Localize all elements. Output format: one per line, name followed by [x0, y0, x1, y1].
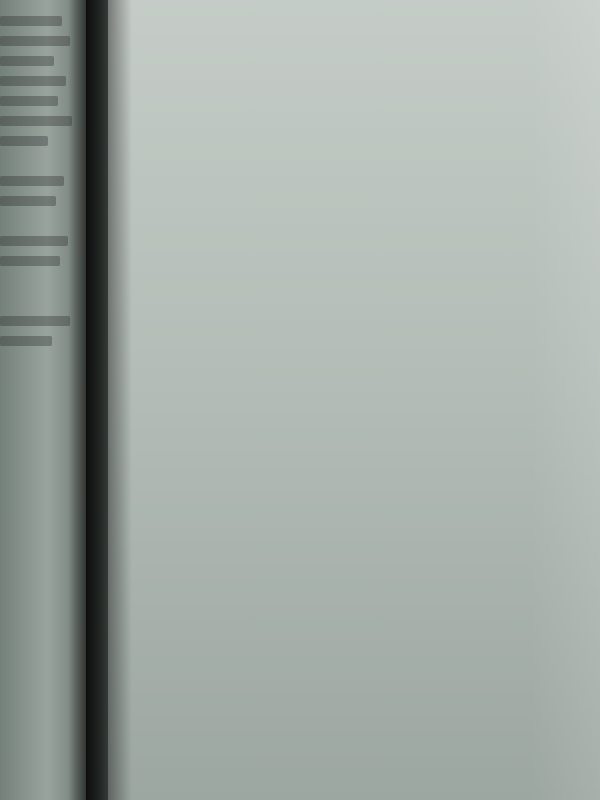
notes-page: [108, 0, 600, 800]
text-fragment: [0, 316, 70, 326]
text-fragment: [0, 36, 70, 46]
text-fragment: [0, 76, 66, 86]
previous-page-edge: [0, 0, 86, 800]
text-fragment: [0, 256, 60, 266]
text-fragment: [0, 56, 54, 66]
text-fragment: [0, 116, 72, 126]
page-curve-shadow: [68, 0, 86, 800]
text-fragment: [0, 176, 64, 186]
text-fragment: [0, 16, 62, 26]
text-fragment: [0, 236, 68, 246]
text-fragment: [0, 136, 48, 146]
text-fragment: [0, 196, 56, 206]
text-fragment: [0, 336, 52, 346]
text-fragment: [0, 96, 58, 106]
